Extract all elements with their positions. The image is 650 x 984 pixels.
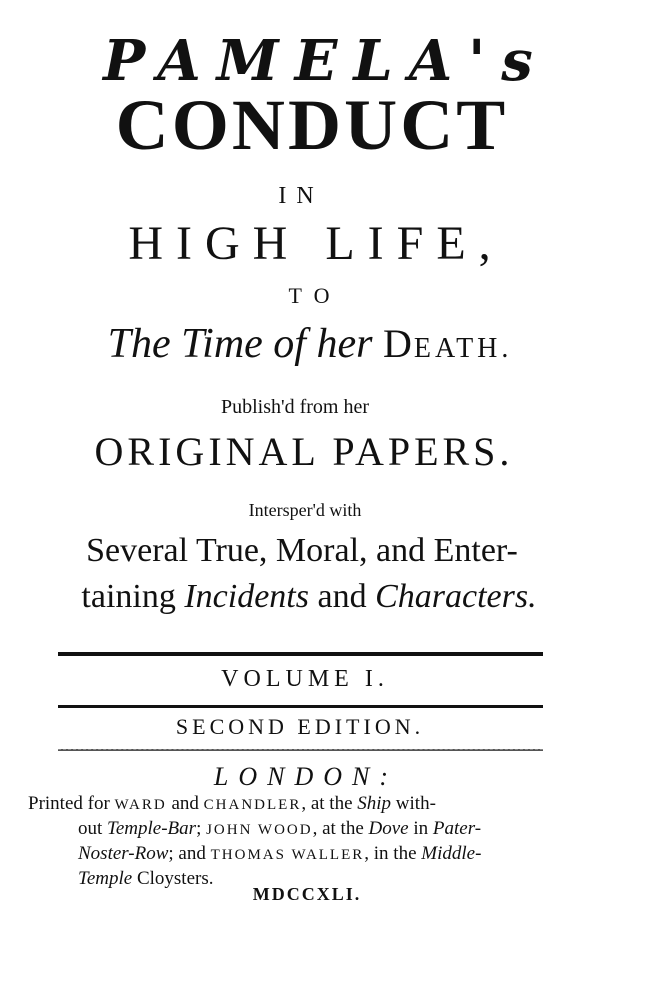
imprint-text: , at the (312, 818, 369, 839)
divider-top (58, 652, 543, 656)
divider-middle (58, 705, 543, 708)
imprint-text: in (408, 818, 433, 839)
title-to: TO (288, 283, 342, 308)
and-text: and (308, 578, 376, 615)
imprint-name: CHANDLER (203, 797, 302, 813)
divider-bottom (58, 749, 543, 751)
imprint-name: THOMAS WALLER (210, 847, 365, 863)
imprint-text: , in the (364, 843, 422, 864)
imprint-name: JOHN WOOD (206, 822, 313, 838)
title-high-life: HIGH LIFE, (128, 217, 504, 270)
imprint-text: out (78, 818, 108, 839)
imprint-place: Noster-Row (78, 843, 169, 864)
imprint-text: Printed for (28, 793, 115, 814)
interspersed-line: Intersper'd with (248, 500, 362, 520)
imprint-place: Pater- (432, 818, 482, 839)
publication-date: MDCCXLI. (252, 884, 362, 904)
death-line-italic: The Time of her (107, 321, 383, 367)
imprint-place: Middle- (421, 843, 482, 864)
imprint-place: Dove (368, 818, 409, 839)
death-line (30, 320, 590, 368)
imprint-place: Temple-Bar (107, 818, 197, 839)
taining-text: taining (81, 578, 185, 615)
imprint-text: with- (391, 793, 436, 814)
title-pamelas: PAMELA's (103, 28, 549, 94)
imprint-text: and (166, 793, 204, 814)
imprint-text: Cloysters. (132, 868, 214, 889)
taining-line (54, 578, 564, 616)
imprint-text: ; and (168, 843, 211, 864)
original-papers: ORIGINAL PAPERS. (94, 429, 514, 474)
edition-label: SECOND EDITION. (175, 714, 425, 739)
imprint-line-3 (78, 843, 578, 865)
characters-text: Characters. (375, 578, 537, 615)
imprint-place: Ship (357, 793, 392, 814)
imprint-line-2 (78, 818, 578, 840)
imprint-name: WARD (114, 797, 167, 813)
several-line: Several True, Moral, and Enter- (86, 532, 518, 569)
imprint-text: ; (196, 818, 207, 839)
incidents-text: Incidents (184, 578, 309, 615)
death-line-capital: D (382, 321, 414, 366)
title-conduct: CONDUCT (115, 85, 509, 165)
imprint-line-1 (28, 793, 588, 815)
imprint-place: Temple (78, 868, 133, 889)
published-line: Publish'd from her (220, 396, 370, 418)
volume-label: VOLUME I. (221, 666, 389, 692)
london-label: LONDON: (213, 762, 399, 791)
imprint-text: , at the (301, 793, 358, 814)
title-in: IN (278, 183, 324, 209)
death-line-smallcaps: EATH. (413, 333, 513, 364)
